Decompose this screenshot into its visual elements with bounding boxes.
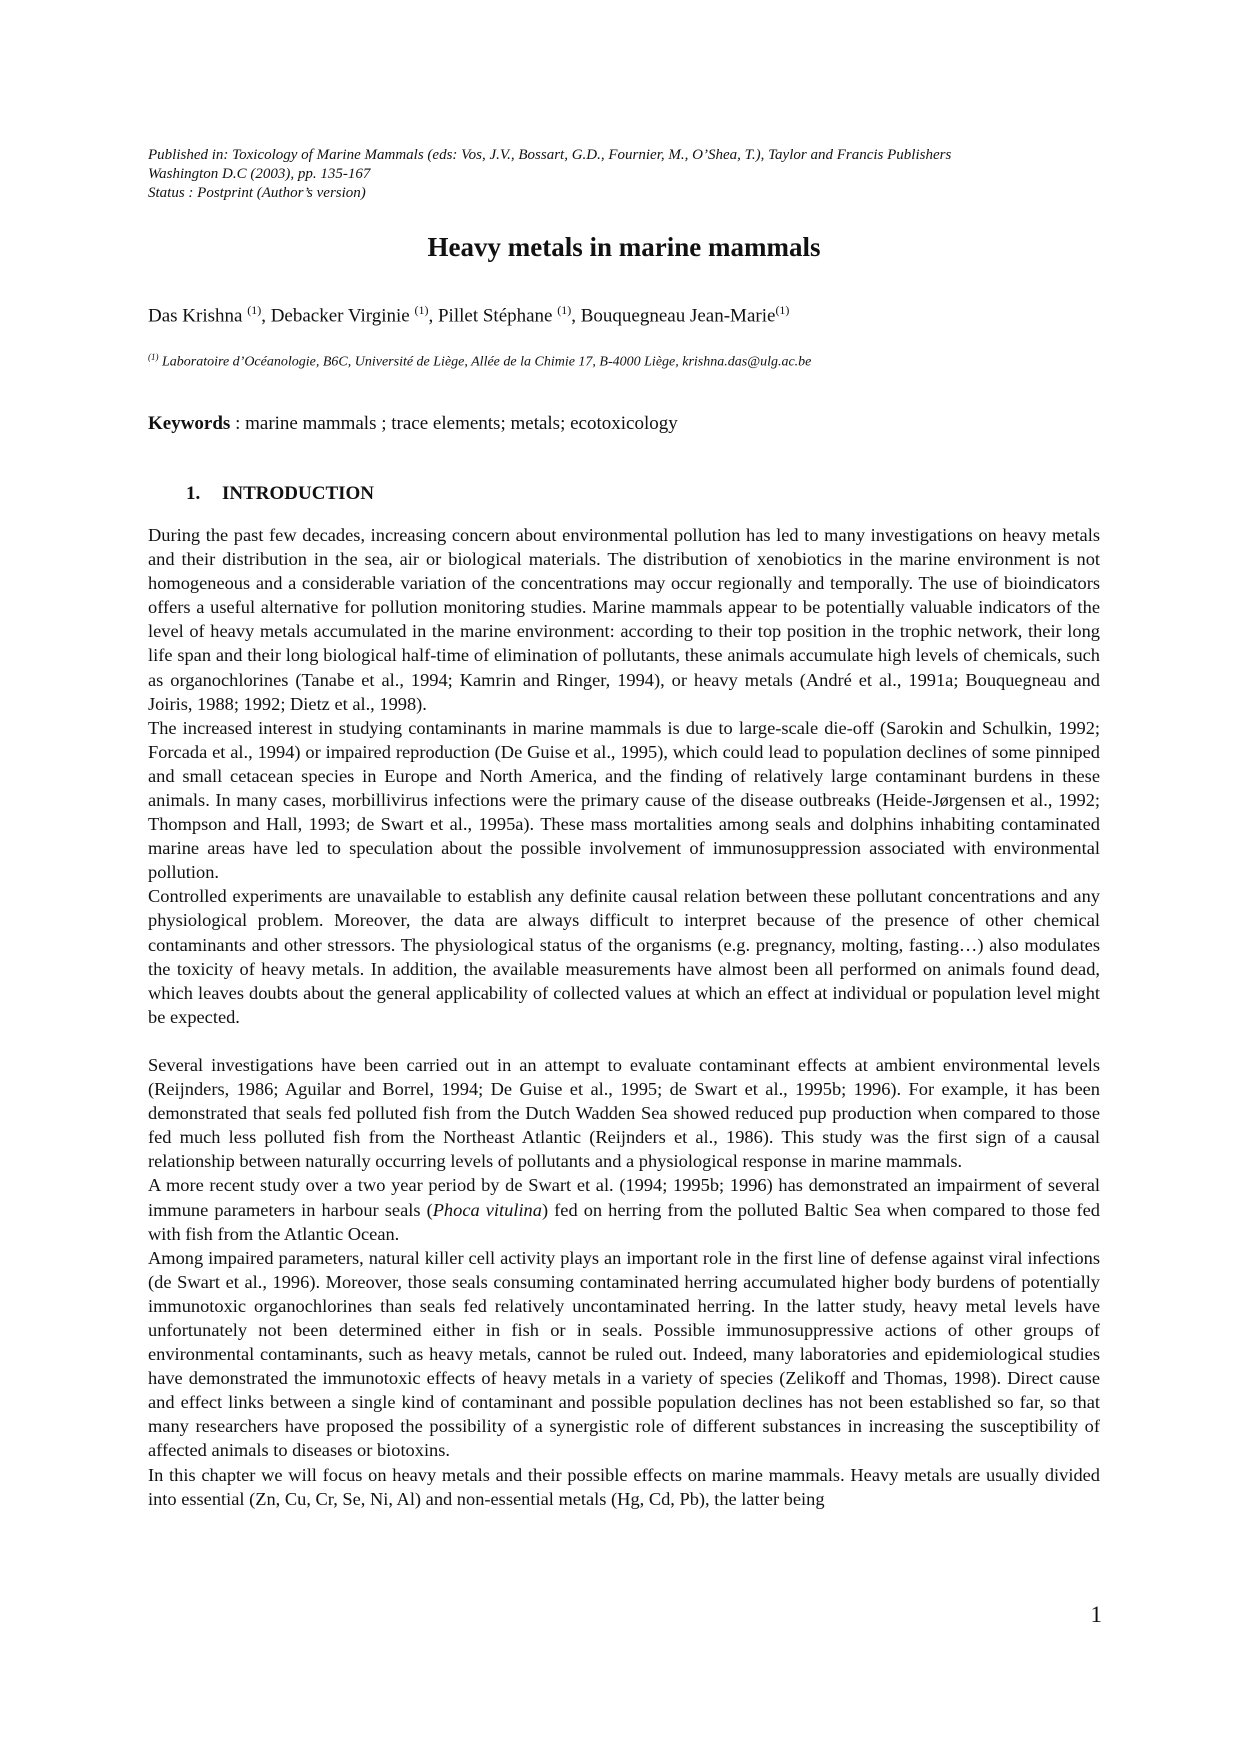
section-heading — [148, 482, 1100, 506]
affiliation-mark: (1) — [247, 303, 262, 317]
paragraph — [148, 1173, 1100, 1245]
paper-title: Heavy metals in marine mammals — [427, 232, 821, 262]
paragraph: Several investigations have been carried out in an attempt to evaluate contaminant effects at ambient environmental levels (Reijnders, 1986; Aguilar and Borrel, 1994; De Guise et al., 1995; de Swart et al., 1995b; 1996). For example, it has been demonstrated that seals fed polluted fish from the Dutch Wadden Sea showed reduced pup production when compared to those fed much less polluted fish from the Northeast Atlantic (Reijnders et al., 1986). This study was the first sign of a causal relationship between naturally occurring levels of pollutants and a physiological response in marine mammals. — [148, 1054, 1100, 1172]
keywords-text: : marine mammals ; trace elements; metals; ecotoxicology — [230, 412, 678, 434]
publication-info — [148, 146, 1100, 203]
pub-info-line: Washington D.C (2003), pp. 135-167 — [148, 166, 371, 182]
affiliation-text: Laboratoire d’Océanologie, B6C, Université de Liège, Allée de la Chimie 17, B-4000 Liège, krishna.das@ulg.ac.be — [158, 354, 812, 370]
document-page — [148, 146, 1100, 1511]
paragraph-text: ) fed on herring from the polluted Baltic Sea when compared to those fed with fish from the Atlantic Ocean. — [148, 1199, 1100, 1244]
author-separator: , — [261, 305, 271, 327]
page-number: 1 — [1090, 1602, 1102, 1627]
paragraph: During the past few decades, increasing concern about environmental pollution has led to many investigations on heavy metals and their distribution in the sea, air or biological materials. The distribution of xenobiotics in the marine environment is not homogeneous and a considerable variation of the concentrations may occur regionally and temporally. The use of bioindicators offers a useful alternative for pollution monitoring studies. Marine mammals appear to be potentially valuable indicators of the level of heavy metals accumulated in the marine environment: according to their top position in the trophic network, their long life span and their long biological half-time of elimination of pollutants, these animals accumulate high levels of chemicals, such as organochlorines (Tanabe et al., 1994; Kamrin and Ringer, 1994), or heavy metals (André et al., 1991a; Bouquegneau and Joiris, 1988; 1992; Dietz et al., 1998). — [148, 524, 1100, 714]
author-name: Das Krishna — [148, 305, 248, 327]
pub-info-line: Status : Postprint (Author’s version) — [148, 185, 366, 201]
author-list — [148, 298, 1100, 328]
keywords-label: Keywords — [148, 412, 231, 434]
pub-info-line: Published in: Toxicology of Marine Mammals (eds: Vos, J.V., Bossart, G.D., Fournier, M., O’Shea, T.), Taylor and Francis Publishers — [148, 147, 952, 163]
paragraph: In this chapter we will focus on heavy metals and their possible effects on marine mammals. Heavy metals are usually divided into essential (Zn, Cu, Cr, Se, Ni, Al) and non-essential metals (Hg, Cd, Pb), the latter being — [148, 1464, 1100, 1509]
keywords — [148, 412, 1100, 436]
affiliation-mark: (1) — [557, 303, 572, 317]
paragraph: The increased interest in studying contaminants in marine mammals is due to large-scale die-off (Sarokin and Schulkin, 1992; Forcada et al., 1994) or impaired reproduction (De Guise et al., 1995), which could lead to population declines of some pinniped and small cetacean species in Europe and North America, and the finding of relatively large contaminant burdens in these animals. In many cases, morbillivirus infections were the primary cause of the disease outbreaks (Heide-Jørgensen et al., 1992; Thompson and Hall, 1993; de Swart et al., 1995a). These mass mortalities among seals and dolphins inhabiting contaminated marine areas have led to speculation about the possible involvement of immunosuppression associated with environmental pollution. — [148, 717, 1100, 883]
paragraph: Among impaired parameters, natural killer cell activity plays an important role in the first line of defense against viral infections (de Swart et al., 1996). Moreover, those seals consuming contaminated herring accumulated higher body burdens of potentially immunotoxic organochlorines than seals fed relatively uncontaminated herring. In the latter study, heavy metal levels have unfortunately not been determined either in fish or in seals. Possible immunosuppressive actions of other groups of environmental contaminants, such as heavy metals, cannot be ruled out. Indeed, many laboratories and epidemiological studies have demonstrated the immunotoxic effects of heavy metals in a variety of species (Zelikoff and Thomas, 1998). Direct cause and effect links between a single kind of contaminant and possible population declines has not been established so far, so that many researchers have proposed the possibility of a synergistic role of different substances in increasing the susceptibility of affected animals to diseases or biotoxins. — [148, 1247, 1100, 1461]
paragraph: Controlled experiments are unavailable to establish any definite causal relation between these pollutant concentrations and any physiological problem. Moreover, the data are always difficult to interpret because of the presence of other chemical contaminants and other stressors. The physiological status of the organisms (e.g. pregnancy, molting, fasting…) also modulates the toxicity of heavy metals. In addition, the available measurements have almost been all performed on animals found dead, which leaves doubts about the general applicability of collected values at which an effect at individual or population level might be expected. — [148, 886, 1100, 1027]
species-name: Phoca vitulina — [432, 1199, 542, 1220]
author-name: Debacker Virginie — [270, 305, 415, 327]
paragraph-text: A more recent study over a two year period by de Swart et al. (1994; 1995b; 1996) has demonstrated an impairment of several immune parameters in harbour seals ( — [148, 1175, 1100, 1220]
affiliation-mark: (1) — [148, 352, 159, 363]
affiliation-mark: (1) — [775, 303, 790, 317]
author-name: Pillet Stéphane — [437, 305, 558, 327]
author-name: Bouquegneau Jean-Marie — [580, 305, 776, 327]
affiliation-mark: (1) — [414, 303, 429, 317]
section-title: INTRODUCTION — [222, 482, 375, 504]
section-number: 1. — [186, 482, 201, 504]
body-text — [148, 523, 1100, 1511]
author-separator: , — [428, 305, 438, 327]
affiliation — [148, 348, 1100, 372]
author-separator: , — [571, 305, 581, 327]
